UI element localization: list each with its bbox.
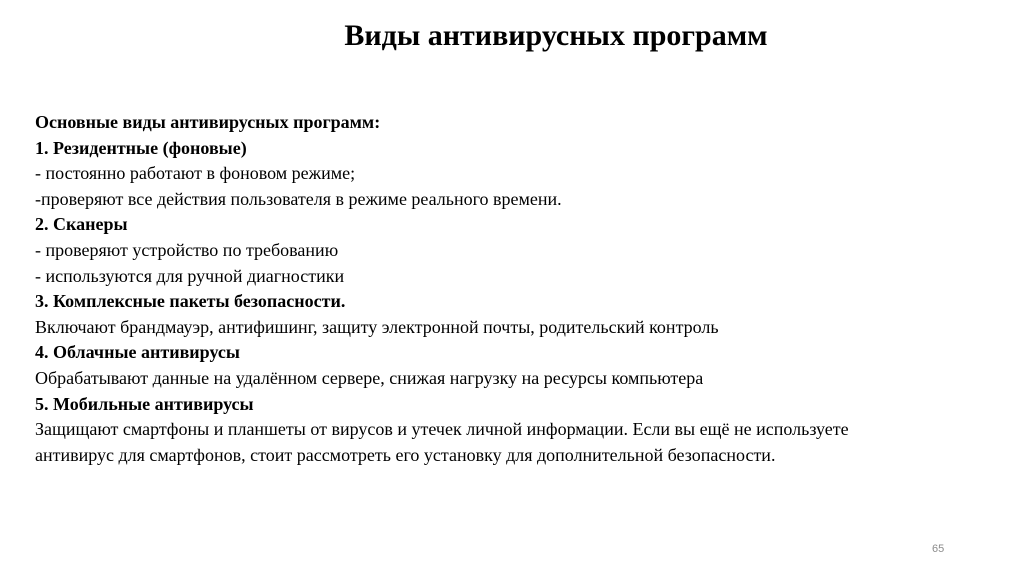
body-line: антивирус для смартфонов, стоит рассмотреть его установку для дополнительной безопасности.	[35, 444, 776, 465]
slide-body	[35, 110, 1020, 468]
body-line: - проверяют устройство по требованию	[35, 239, 339, 260]
body-line: -проверяют все действия пользователя в режиме реального времени.	[35, 188, 562, 209]
body-line: 3. Комплексные пакеты безопасности.	[35, 291, 346, 312]
body-line: Основные виды антивирусных программ:	[35, 112, 381, 132]
body-line: 2. Сканеры	[35, 214, 128, 235]
body-line: Обрабатывают данные на удалённом сервере, снижая нагрузку на ресурсы компьютера	[35, 367, 704, 388]
body-line: Включают брандмауэр, антифишинг, защиту электронной почты, родительский контроль	[35, 316, 719, 337]
slide-title: Виды антивирусных программ	[344, 19, 768, 52]
body-line: 1. Резидентные (фоновые)	[35, 137, 247, 158]
body-line: - используются для ручной диагностики	[35, 265, 345, 286]
body-line: Защищают смартфоны и планшеты от вирусов и утечек личной информации. Если вы ещё не используете	[35, 419, 849, 440]
body-line: 5. Мобильные антивирусы	[35, 393, 254, 414]
body-line: - постоянно работают в фоновом режиме;	[35, 163, 356, 184]
page-number: 65	[932, 543, 945, 555]
body-line: 4. Облачные антивирусы	[35, 342, 240, 363]
